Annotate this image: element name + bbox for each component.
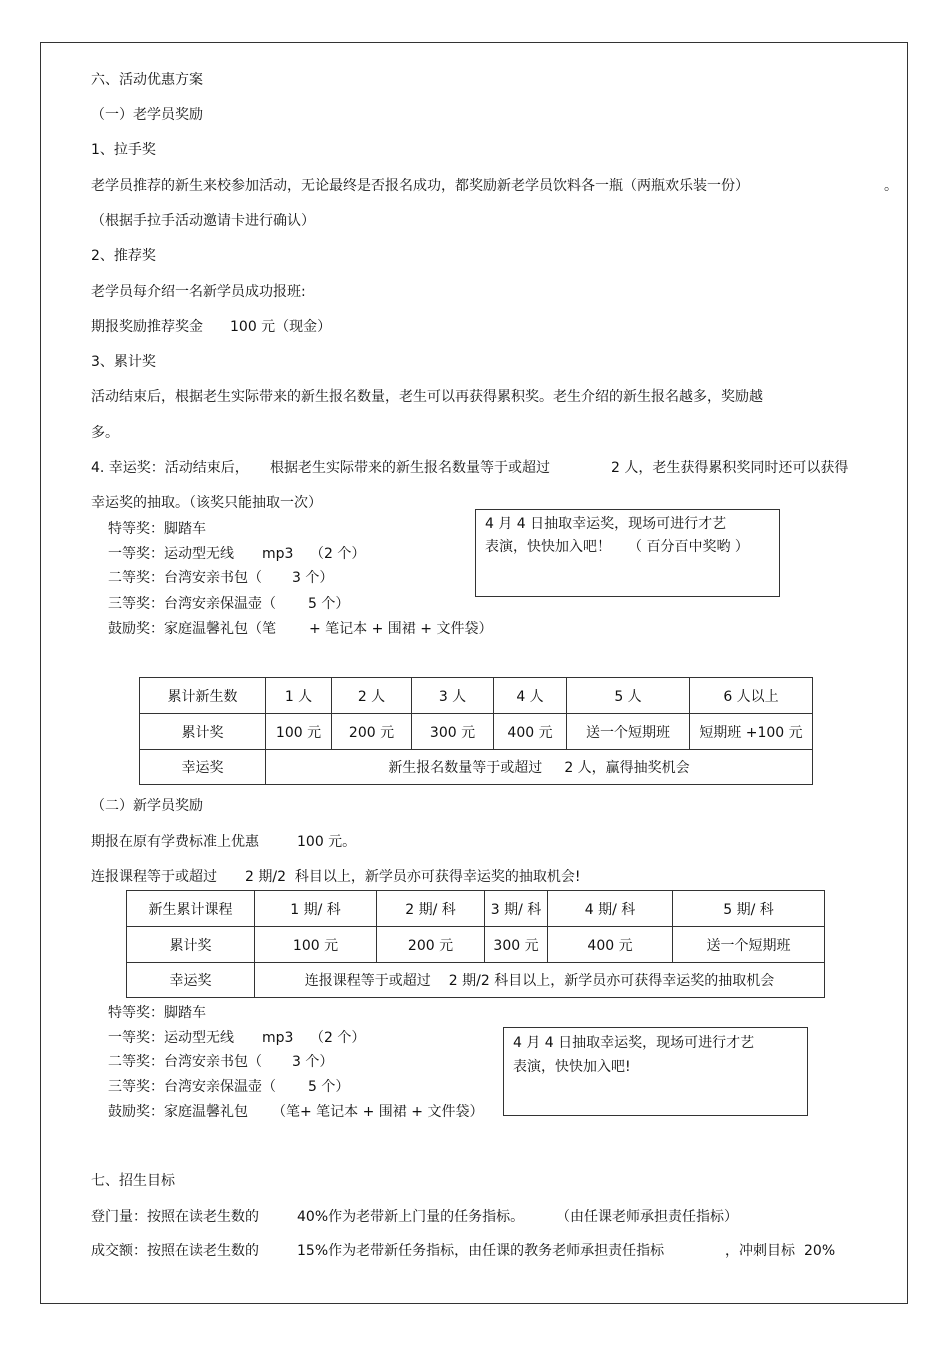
notice2-line1: 4 月 4 日抽取幸运奖，现场可进行才艺 [513,1035,755,1051]
prize-grand: 特等奖：脚踏车 [108,521,206,537]
target-visits-c: （由任课老师承担责任指标） [556,1209,738,1225]
new-text2-b: 2 期/2 科目以上，新学员亦可获得幸运奖的抽取机会! [245,869,581,885]
prize2-first: 一等奖：运动型无线 [108,1030,234,1046]
prize2-second-count: 3 个） [292,1054,334,1070]
merged-text-a: 新生报名数量等于或超过 [388,760,543,776]
prize2-third: 三等奖：台湾安亲保温壶（ [108,1079,276,1095]
table-cell: 1 期/ 科 [255,891,377,927]
table-row [140,714,813,750]
table-row [127,891,825,927]
item1-note: （根据手拉手活动邀请卡进行确认） [91,213,315,229]
merged-text-a: 连报课程等于或超过 [304,973,431,989]
prize-first-item: mp3 [262,546,294,562]
table-cell-merged [255,963,825,998]
table-row [140,750,813,785]
table-cell: 200 元 [332,714,412,750]
table-cell: 100 元 [266,714,332,750]
notice-box [475,509,780,597]
notice-line1: 4 月 4 日抽取幸运奖，现场可进行才艺 [485,516,727,532]
table-row [127,963,825,998]
prize2-first-count: （2 个） [310,1030,366,1046]
table-cell: 2 人 [332,678,412,714]
subsection-old-students: （一）老学员奖励 [91,107,203,123]
item2-title: 2、推荐奖 [91,248,156,264]
table-cell: 4 人 [494,678,567,714]
table-cell: 3 人 [412,678,494,714]
section6-heading: 六、活动优惠方案 [91,72,203,88]
item3-title: 3、累计奖 [91,354,156,370]
prize-third: 三等奖：台湾安亲保温壶（ [108,596,276,612]
prize-second: 二等奖：台湾安亲书包（ [108,570,262,586]
prize-third-count: 5 个） [308,596,350,612]
table-cell: 400 元 [548,927,673,963]
item4-text-b: 根据老生实际带来的新生报名数量等于或超过 [270,460,550,476]
target-deals-a: 成交额：按照在读老生数的 [91,1243,259,1259]
prize-first-count: （2 个） [310,546,366,562]
table-cell: 400 元 [494,714,567,750]
prize-first: 一等奖：运动型无线 [108,546,234,562]
table-cell: 300 元 [412,714,494,750]
target-deals-d: 20% [804,1243,836,1259]
table-cell: 新生累计课程 [127,891,255,927]
item3-text: 活动结束后，根据老生实际带来的新生报名数量，老生可以再获得累积奖。老生介绍的新生报名越多，奖励越 [91,389,763,405]
prize2-encouragement: 鼓励奖：家庭温馨礼包 [108,1104,248,1120]
table-cell: 5 期/ 科 [673,891,825,927]
item1-text: 老学员推荐的新生来校参加活动，无论最终是否报名成功，都奖励新老学员饮料各一瓶（两瓶欢乐装一份） [91,178,749,194]
section7-heading: 七、招生目标 [91,1173,175,1189]
notice-line2: 表演，快快加入吧！ [485,539,611,555]
table-cell: 送一个短期班 [567,714,690,750]
target-visits-a: 登门量：按照在读老生数的 [91,1209,259,1225]
new-text1-a: 期报在原有学费标准上优惠 [91,834,259,850]
target-deals-c: ，冲刺目标 [725,1243,795,1259]
table-cell: 累计奖 [140,714,266,750]
table-cell: 幸运奖 [140,750,266,785]
merged-text-b: 2 人，赢得抽奖机会 [564,760,690,776]
notice-box-2 [503,1027,808,1116]
item1-end: 。 [884,178,898,194]
new-text1-b: 100 元。 [297,834,357,850]
table-cell: 幸运奖 [127,963,255,998]
reward-table-new [126,890,825,998]
item4-text-c: 2 人，老生获得累积奖同时还可以获得 [611,460,849,476]
prize2-second: 二等奖：台湾安亲书包（ [108,1054,262,1070]
item4-text-a: 4. 幸运奖：活动结束后， [91,460,249,476]
table-cell: 累计奖 [127,927,255,963]
table-cell-merged [266,750,813,785]
item2-text: 老学员每介绍一名新学员成功报班: [91,284,306,300]
notice-line2-tail: （ 百分百中奖哟 ） [628,539,749,555]
reward-table-old [139,677,813,785]
table-cell: 4 期/ 科 [548,891,673,927]
table-cell: 100 元 [255,927,377,963]
item2-reward-value: 100 元（现金） [230,319,332,335]
table-cell: 6 人以上 [690,678,813,714]
table-row [140,678,813,714]
prize-encouragement: 鼓励奖：家庭温馨礼包（笔 [108,621,276,637]
prize2-third-count: 5 个） [308,1079,350,1095]
prize2-first-item: mp3 [262,1030,294,1046]
table-cell: 200 元 [377,927,485,963]
table-cell: 2 期/ 科 [377,891,485,927]
item2-reward-label: 期报奖励推荐奖金 [91,319,203,335]
subsection-new-students: （二）新学员奖励 [91,798,203,814]
merged-text-b: 2 期/2 科目以上，新学员亦可获得幸运奖的抽取机会 [448,973,775,989]
item4-text-d: 幸运奖的抽取。（该奖只能抽取一次） [91,495,322,511]
table-cell: 短期班 +100 元 [690,714,813,750]
table-cell: 300 元 [485,927,548,963]
table-row [127,927,825,963]
item3-text-continued: 多。 [91,425,119,441]
table-cell: 3 期/ 科 [485,891,548,927]
table-cell: 累计新生数 [140,678,266,714]
item1-title: 1、拉手奖 [91,142,156,158]
target-deals-b: 15%作为老带新任务指标，由任课的教务老师承担责任指标 [297,1243,665,1259]
notice2-line2: 表演，快快加入吧! [513,1059,631,1075]
prize2-grand: 特等奖：脚踏车 [108,1005,206,1021]
target-visits-b: 40%作为老带新上门量的任务指标。 [297,1209,525,1225]
table-cell: 送一个短期班 [673,927,825,963]
prize-encouragement-items: + 笔记本 + 围裙 + 文件袋） [309,621,493,637]
new-text2-a: 连报课程等于或超过 [91,869,217,885]
table-cell: 1 人 [266,678,332,714]
table-cell: 5 人 [567,678,690,714]
prize-second-count: 3 个） [292,570,334,586]
prize2-encouragement-items: （笔+ 笔记本 + 围裙 + 文件袋） [272,1104,484,1120]
